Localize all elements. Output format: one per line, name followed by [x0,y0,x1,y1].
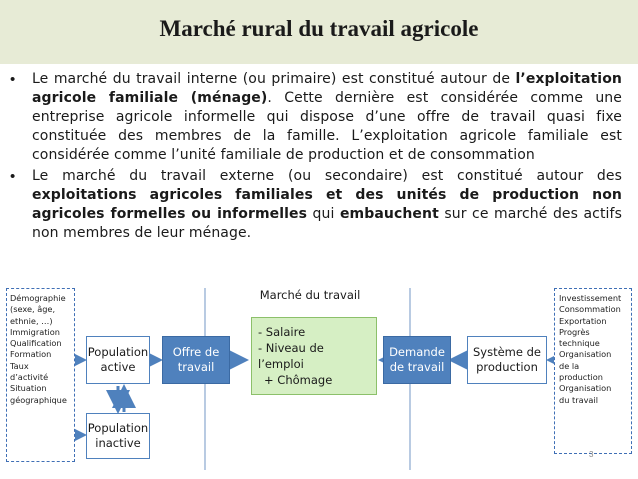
factor-item: Exportation [559,315,607,326]
demande-de-travail-box [383,336,451,384]
box-line: inactive [95,436,141,450]
bullet-text-bold: embauchent [339,206,439,222]
systeme-production-box [467,336,547,384]
outcome-chomage: + Chômage [264,373,333,387]
box-line: Demande [389,345,445,359]
box-line: travail [177,360,215,374]
bullet-text-part: qui [307,206,340,222]
factor-item: Situation [10,383,47,394]
slide-title: Marché rural du travail agricole [159,16,479,41]
population-inactive-box [86,413,150,459]
bullet-dot-icon: • [10,71,16,88]
bullet-text-part: . Cette dernière est considérée comme une entreprise agricole informelle qui dispose d’une offre de travail quasi fixe constituée des membres de la famille. L’exploitation agricole familiale est considérée comme l’unité familiale de production et de consommation [32,90,622,163]
bullet-list [10,70,622,245]
bullet-text-part: Le marché du travail interne (ou primaire) est constitué autour de [32,71,516,87]
factor-item: Formation [10,349,52,360]
factor-item: Progrès [559,326,590,337]
diagram-title: Marché du travail [259,288,361,302]
labor-market-diagram [0,280,638,479]
outcome-salaire: - Salaire [258,325,306,339]
bullet-item-internal-market [10,70,622,165]
box-line: active [100,360,136,374]
factor-item: Organisation [559,383,612,394]
box-line: production [476,360,538,374]
population-active-box [86,336,150,384]
factor-item: d’activité [10,372,49,383]
factor-item: (sexe, âge, [10,304,56,315]
factor-item: ethnie, …) [10,315,53,326]
factor-item: Immigration [10,326,60,337]
factor-item: Organisation [559,349,612,360]
factor-item: de la [559,360,580,371]
factor-item: production [559,372,603,383]
demographic-factors-box [6,288,75,462]
market-outcomes-box [251,317,377,395]
bullet-text [32,167,622,243]
factor-item: du travail [559,394,598,405]
page-number: 3 [589,450,594,459]
outcome-niveau-emploi: - Niveau de l’emploi [258,341,324,371]
box-line: Offre de [172,345,220,359]
box-line: Système de [473,345,541,359]
bullet-text-bold: exploitations agricoles familiales et des unités de production non agricoles formelles ou informelles [32,187,622,222]
box-line: Population [87,421,149,435]
production-factors-box [554,288,632,454]
bullet-text-bold: l’exploitation agricole familiale (ménage) [32,71,622,106]
factor-item: technique [559,338,600,349]
bullet-text-part: Le marché du travail externe (ou secondaire) est constitué autour des [32,168,622,184]
bullet-text [32,70,622,165]
box-line: de travail [389,360,445,374]
factor-item: Investissement [559,293,622,303]
bullet-dot-icon: • [10,168,16,185]
bullet-item-external-market [10,167,622,243]
bullet-text-part: sur ce marché des actifs non membres de leur ménage. [32,206,622,241]
box-line: Population [87,345,149,359]
factor-item: Consommation [559,304,621,315]
factor-item: Taux [10,360,29,371]
factor-item: Démographie [10,293,66,303]
offre-de-travail-box [162,336,230,384]
factor-item: Qualification [10,338,62,349]
factor-item: géographique [10,394,67,405]
